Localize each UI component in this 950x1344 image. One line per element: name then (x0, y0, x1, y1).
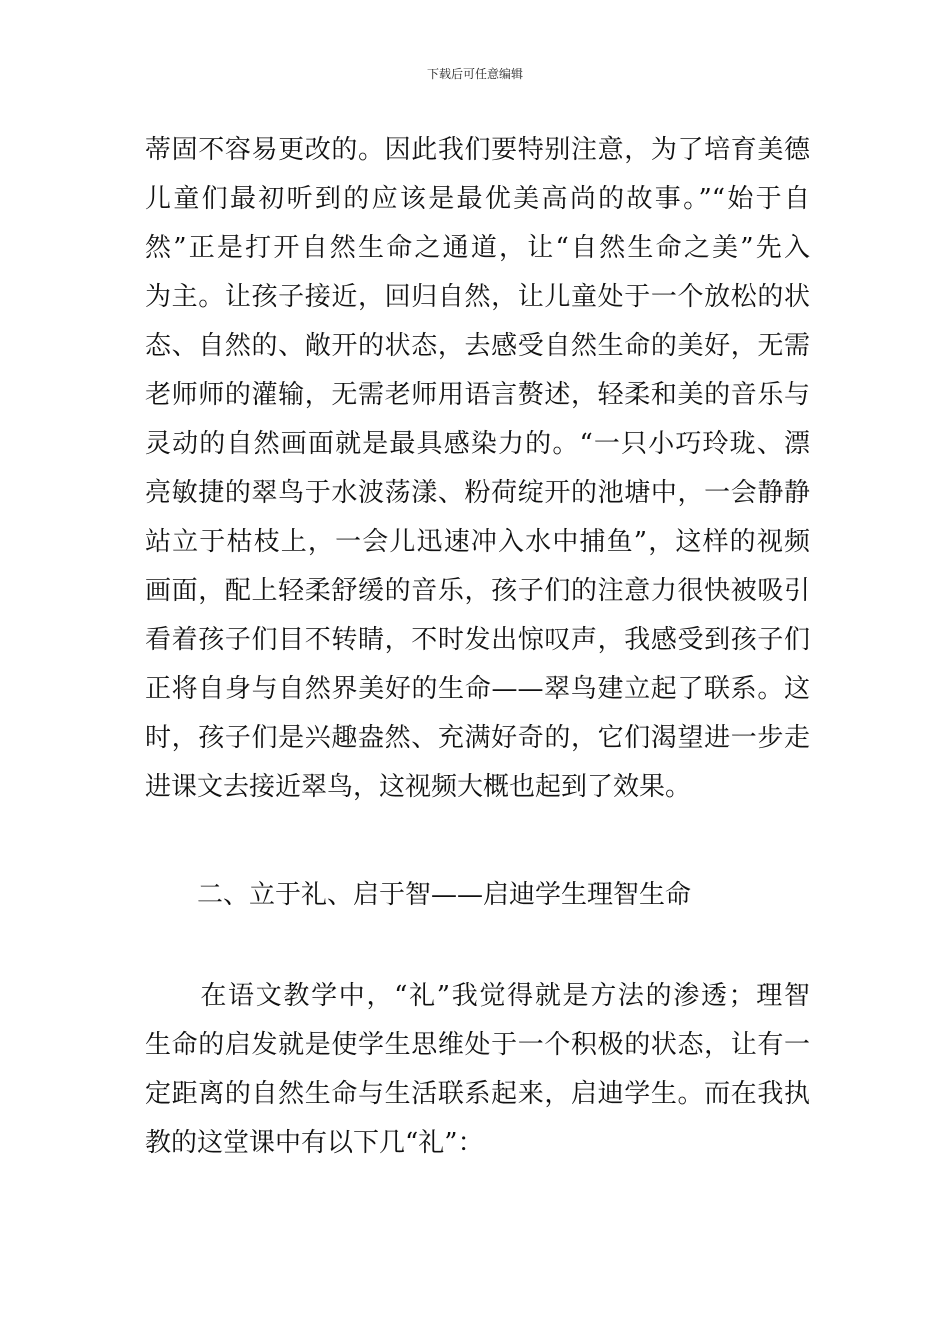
paragraph-line: 看着孩子们目不转睛，不时发出惊叹声，我感受到孩子们 (145, 625, 810, 655)
paragraph-line: 态、自然的、敞开的状态，去感受自然生命的美好，无需 (145, 331, 810, 361)
paragraph-line: 定距离的自然生命与生活联系起来，启迪学生。而在我执 (145, 1079, 810, 1109)
paragraph-line: 儿童们最初听到的应该是最优美高尚的故事。”“始于自 (145, 184, 810, 214)
paragraph-1 (145, 126, 810, 812)
paragraph-line: 然”正是打开自然生命之通道，让“自然生命之美”先入 (145, 233, 810, 263)
paragraph-line: 蒂固不容易更改的。因此我们要特别注意，为了培育美德 (145, 135, 810, 165)
paragraph-2 (145, 972, 810, 1168)
paragraph-line: 为主。让孩子接近，回归自然，让儿童处于一个放松的状 (145, 282, 810, 312)
section-heading: 二、立于礼、启于智——启迪学生理智生命 (197, 880, 692, 910)
paragraph-line: 教的这堂课中有以下几“礼”： (145, 1128, 484, 1158)
paragraph-line: 灵动的自然画面就是最具感染力的。“一只小巧玲珑、漂 (145, 429, 810, 459)
paragraph-line: 画面，配上轻柔舒缓的音乐，孩子们的注意力很快被吸引 (145, 576, 810, 606)
paragraph-line: 正将自身与自然界美好的生命——翠鸟建立起了联系。这 (145, 674, 810, 704)
paragraph-line: 老师师的灌输，无需老师用语言赘述，轻柔和美的音乐与 (145, 380, 810, 410)
paragraph-line: 时，孩子们是兴趣盎然、充满好奇的，它们渴望进一步走 (145, 723, 810, 753)
paragraph-line: 站立于枯枝上，一会儿迅速冲入水中捕鱼”，这样的视频 (145, 527, 810, 557)
paragraph-line: 生命的启发就是使学生思维处于一个积极的状态，让有一 (145, 1030, 810, 1060)
paragraph-line: 进课文去接近翠鸟，这视频大概也起到了效果。 (145, 772, 692, 802)
paragraph-line: 亮敏捷的翠鸟于水波荡漾、粉荷绽开的池塘中，一会静静 (145, 478, 810, 508)
header-note: 下载后可任意编辑 (426, 67, 523, 81)
paragraph-line: 在语文教学中，“礼”我觉得就是方法的渗透；理智 (145, 981, 810, 1011)
